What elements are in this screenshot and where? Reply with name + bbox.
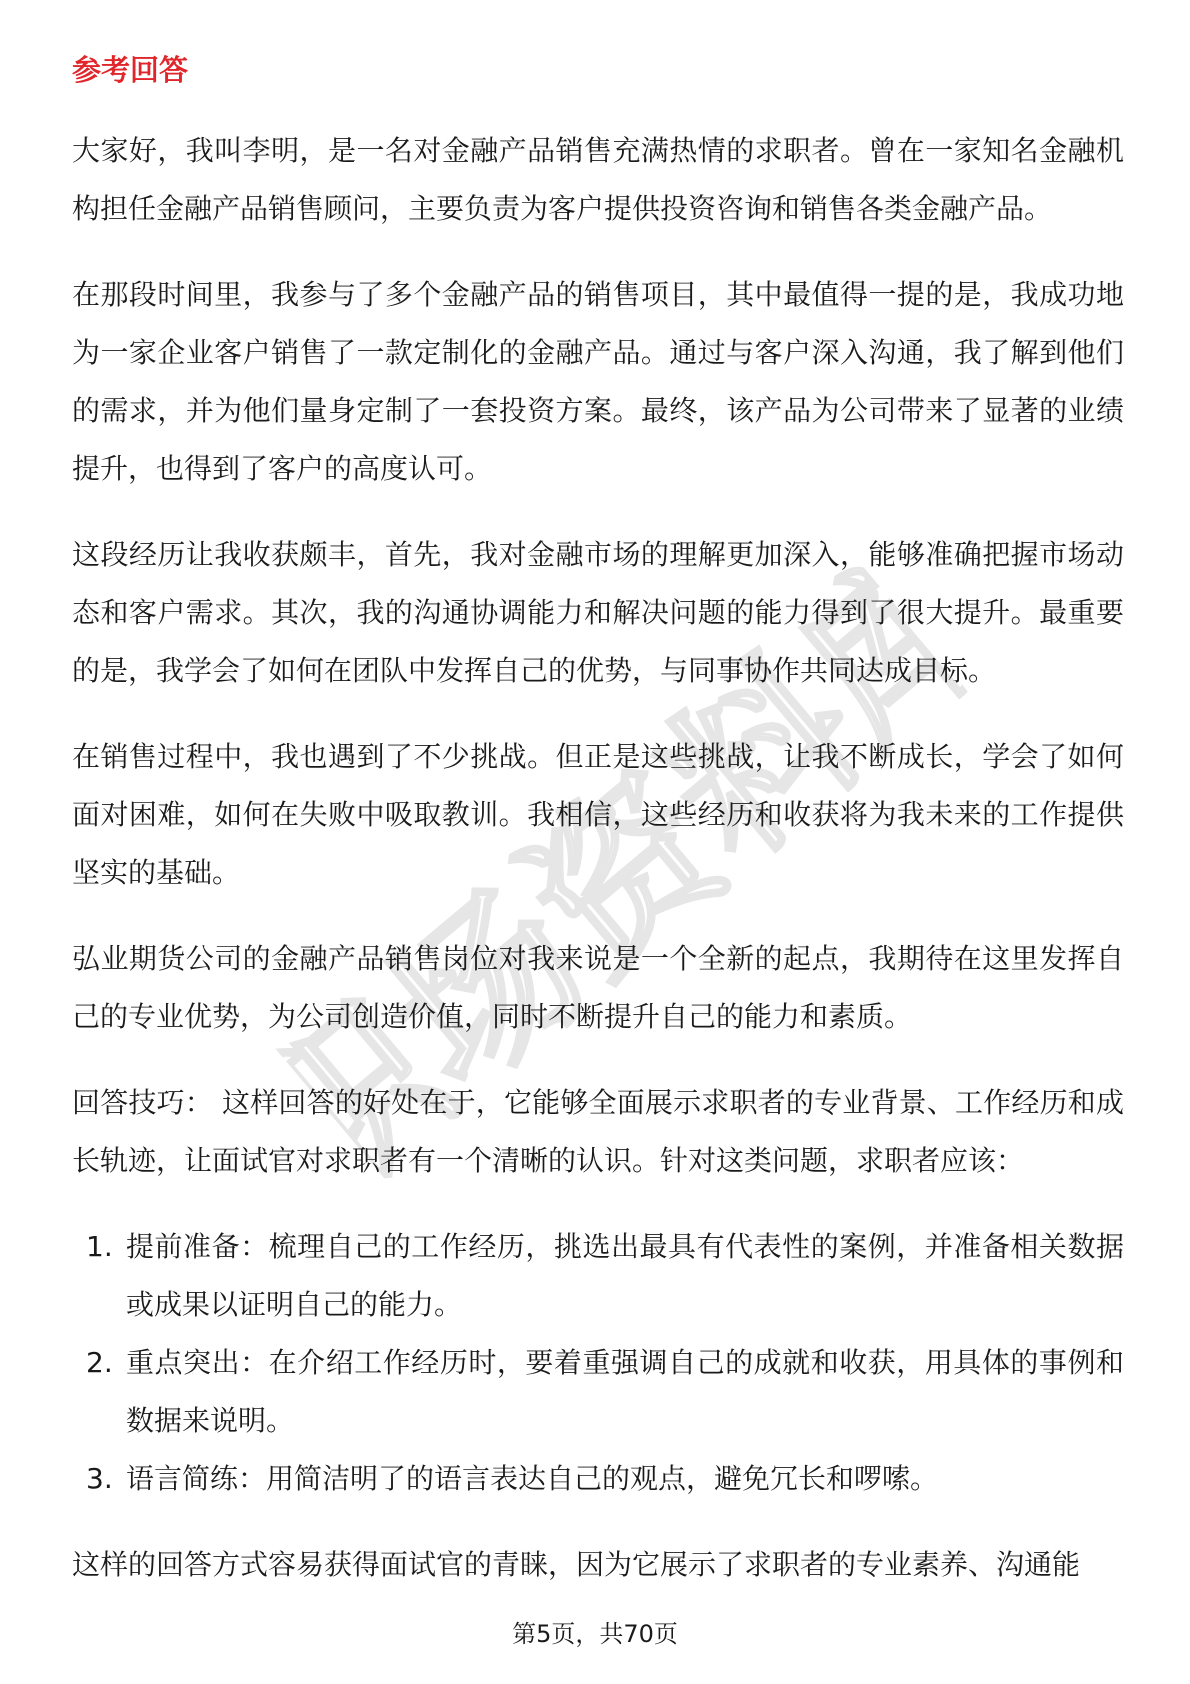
list-item-text: 重点突出：在介绍工作经历时，要着重强调自己的成就和收获，用具体的事例和数据来说明。 (126, 1346, 1124, 1437)
list-item-number: 2. (86, 1346, 113, 1379)
list-item-text: 提前准备：梳理自己的工作经历，挑选出最具有代表性的案例，并准备相关数据或成果以证明自己的能力。 (126, 1230, 1124, 1321)
document-content (72, 122, 1124, 1622)
paragraph-goal: 弘业期货公司的金融产品销售岗位对我来说是一个全新的起点，我期待在这里发挥自己的专业优势，为公司创造价值，同时不断提升自己的能力和素质。 (72, 942, 1124, 1033)
paragraph-gains: 这段经历让我收获颇丰，首先，我对金融市场的理解更加深入，能够准确把握市场动态和客户需求。其次，我的沟通协调能力和解决问题的能力得到了很大提升。最重要的是，我学会了如何在团队中发挥自己的优势，与同事协作共同达成目标。 (72, 538, 1124, 687)
list-item (72, 1218, 1124, 1334)
list-item-text: 语言简练：用简洁明了的语言表达自己的观点，避免冗长和啰嗦。 (126, 1462, 939, 1495)
list-item-number: 3. (86, 1462, 113, 1495)
list-item-number: 1. (86, 1230, 113, 1263)
paragraph-closing: 这样的回答方式容易获得面试官的青睐，因为它展示了求职者的专业素养、沟通能 (72, 1548, 1081, 1581)
page-number: 第5页，共70页 (512, 1620, 678, 1648)
section-heading: 参考回答 (72, 53, 189, 87)
list-item (72, 1334, 1124, 1450)
paragraph-intro: 大家好，我叫李明，是一名对金融产品销售充满热情的求职者。曾在一家知名金融机构担任金融产品销售顾问，主要负责为客户提供投资咨询和销售各类金融产品。 (72, 134, 1124, 225)
list-item (72, 1450, 1124, 1508)
tips-list (72, 1218, 1124, 1508)
watermark-text: 职场资料库 (261, 543, 999, 1217)
paragraph-tips: 回答技巧： 这样回答的好处在于，它能够全面展示求职者的专业背景、工作经历和成长轨迹，让面试官对求职者有一个清晰的认识。针对这类问题，求职者应该： (72, 1086, 1124, 1177)
paragraph-project: 在那段时间里，我参与了多个金融产品的销售项目，其中最值得一提的是，我成功地为一家企业客户销售了一款定制化的金融产品。通过与客户深入沟通，我了解到他们的需求，并为他们量身定制了一套投资方案。最终，该产品为公司带来了显著的业绩提升，也得到了客户的高度认可。 (72, 278, 1124, 485)
paragraph-challenges: 在销售过程中，我也遇到了不少挑战。但正是这些挑战，让我不断成长，学会了如何面对困难，如何在失败中吸取教训。我相信，这些经历和收获将为我未来的工作提供坚实的基础。 (72, 740, 1124, 889)
